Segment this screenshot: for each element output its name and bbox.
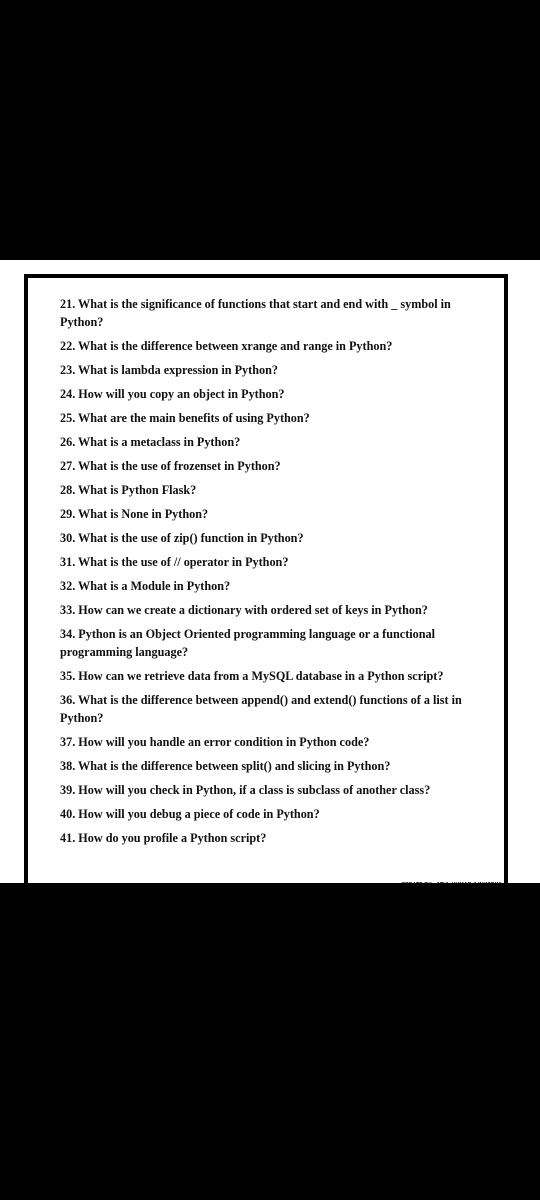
question-item: 32. What is a Module in Python? [60, 579, 231, 593]
question-item: 31. What is the use of // operator in Python? [60, 555, 289, 569]
question-list [60, 295, 490, 853]
question-item: 38. What is the difference between split() and slicing in Python? [60, 759, 391, 773]
question-item: 37. How will you handle an error condition in Python code? [60, 735, 370, 749]
question-item: 28. What is Python Flask? [60, 483, 197, 497]
question-item: 40. How will you debug a piece of code in Python? [60, 807, 320, 821]
document-border [24, 274, 508, 894]
question-item: 21. What is the significance of functions that start and end with _ symbol in Python? [60, 297, 451, 329]
question-item: 39. How will you check in Python, if a class is subclass of another class? [60, 783, 431, 797]
question-item: 24. How will you copy an object in Python? [60, 387, 285, 401]
question-item: 35. How can we retrieve data from a MySQL database in a Python script? [60, 669, 444, 683]
question-item: 27. What is the use of frozenset in Python? [60, 459, 281, 473]
question-item: 26. What is a metaclass in Python? [60, 435, 241, 449]
question-item: 33. How can we create a dictionary with ordered set of keys in Python? [60, 603, 428, 617]
credit-text: CREATE BY - ATUL KUMAR (LINKEDIN) [401, 882, 502, 888]
question-item: 22. What is the difference between xrange and range in Python? [60, 339, 393, 353]
question-item: 23. What is lambda expression in Python? [60, 363, 278, 377]
document-image[interactable] [0, 260, 540, 888]
question-item: 34. Python is an Object Oriented programming language or a functional programming language? [60, 627, 435, 659]
question-item: 41. How do you profile a Python script? [60, 831, 267, 845]
question-item: 30. What is the use of zip() function in Python? [60, 531, 304, 545]
question-item: 29. What is None in Python? [60, 507, 209, 521]
question-item: 25. What are the main benefits of using Python? [60, 411, 310, 425]
question-item: 36. What is the difference between append() and extend() functions of a list in Python? [60, 693, 462, 725]
